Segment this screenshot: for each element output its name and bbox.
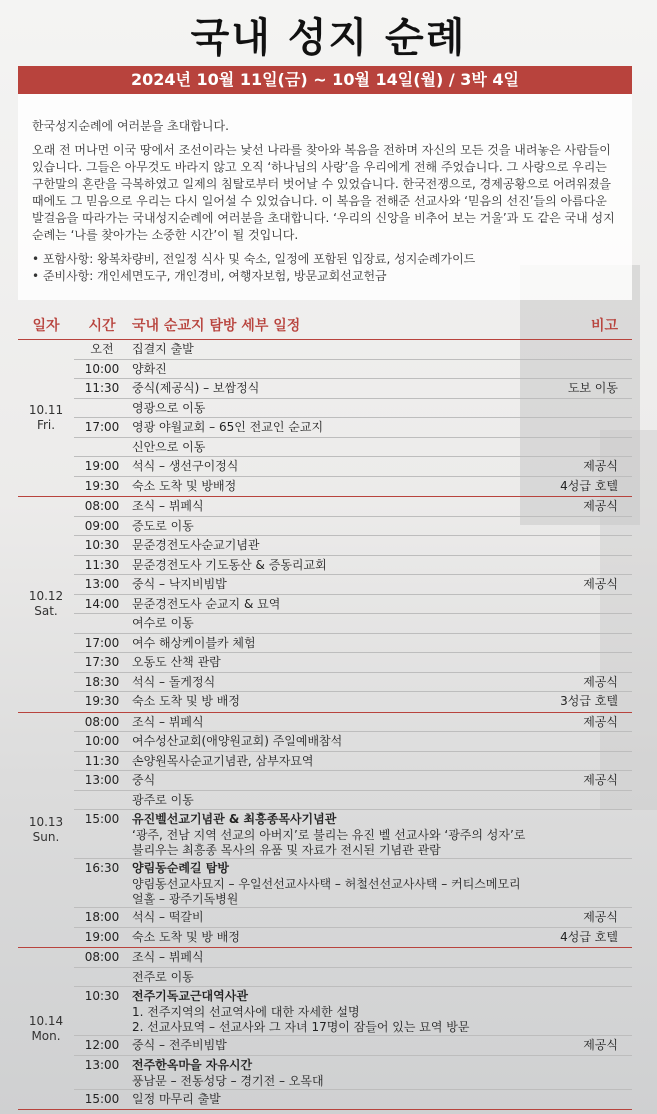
table-row [74,928,632,948]
table-row [74,517,632,537]
table-row [74,1036,632,1056]
row-note [532,810,632,858]
table-row [74,497,632,517]
row-note [532,340,632,359]
row-note [532,859,632,907]
row-time: 17:30 [84,655,120,669]
intro-section [18,94,632,300]
row-time: 19:30 [84,694,120,708]
table-row [74,1056,632,1090]
row-time: 18:00 [84,910,120,924]
day-rows [74,713,632,948]
row-note [532,634,632,653]
row-detail: ‘광주, 전남 지역 선교의 아버지’로 불리는 유진 벨 선교사와 ‘광주의 성자’로 불리우는 최흥종 목사의 유품 및 자료가 전시된 기념관 관람 [132,828,526,857]
row-time: 09:00 [84,518,120,533]
row-description: 중식 – 전주비빔밥 [132,1038,227,1052]
row-description: 손양원목사순교기념관, 삼부자묘역 [132,753,314,768]
row-description: 문준경전도사순교기념관 [132,538,260,552]
date-banner: 2024년 10월 11일(금) ~ 10월 14일(월) / 3박 4일 [18,66,632,94]
row-note [532,536,632,555]
schedule-day [18,948,632,1110]
table-row [74,477,632,497]
row-note: 제공식 [583,910,618,924]
intro-bullets [32,251,618,285]
row-description: 여수 해상케이블카 체험 [132,635,256,650]
row-note [532,1056,632,1089]
table-row [74,810,632,859]
row-description: 오동도 산책 관람 [132,655,221,669]
table-row [74,908,632,928]
row-description: 중식 – 낙지비빔밥 [132,577,227,591]
row-note: 제공식 [583,459,618,473]
row-title: 전주한옥마을 자유시간 [132,1057,253,1072]
row-note [532,732,632,751]
row-time: 11:30 [84,557,120,572]
day-rows [74,497,632,712]
row-description: 전주로 이동 [132,969,194,984]
header-time: 시간 [88,318,116,334]
preparation-items: • 준비사항: 개인세면도구, 개인경비, 여행자보험, 방문교회선교헌금 [32,269,387,283]
row-time: 18:30 [84,674,120,689]
row-time: 11:30 [84,753,120,768]
row-title: 양림동순례길 탐방 [132,861,229,875]
table-row [74,595,632,615]
row-description: 문준경전도사 순교지 & 묘역 [132,596,281,611]
schedule-day [18,497,632,713]
row-description: 증도로 이동 [132,518,194,533]
intro-body: 오래 전 머나먼 이국 땅에서 조선이라는 낯선 나라를 찾아와 복음을 전하며 자신의 모든 것을 내려놓은 사람들이 있습니다. 그들은 아무것도 바라지 않고 오직 ‘하나님의 사랑’을 우리에게 전해 주었습니다. 그 사랑으로 우리는 구한말의 혼란을 극복하였고 일제의 침탈로부터 벗어날 수 있었습니다. 한국전쟁으로, 경제공황으로 어려워졌을 때에도 그 믿음으로 우리는 다시 일어설 수 있었습니다. 이 복음을 전해준 선교사와 ‘믿음의 선진’들의 아름다운 발걸음을 따라가는 국내성지순례에 여러분을 초대합니다. ‘우리의 신앙을 비추어 보는 거울’과 도 같은 국내 성지순례는 ‘나를 찾아가는 소중한 시간’이 될 것입니다. [32,143,615,242]
row-time: 10:30 [84,989,120,1003]
day-weekday: Sun. [32,829,60,844]
day-weekday: Mon. [31,1028,61,1043]
row-time: 19:30 [84,478,120,493]
row-description [130,859,532,907]
row-time: 12:00 [84,1038,120,1052]
header-day: 일자 [32,318,60,334]
row-time: 15:00 [84,1091,120,1106]
row-description: 여수로 이동 [132,616,194,630]
schedule-table [18,312,632,1110]
row-description: 양화진 [132,361,167,376]
row-description: 조식 – 뷔페식 [132,950,204,964]
table-row [74,1090,632,1110]
table-row [74,713,632,733]
row-note [532,653,632,672]
day-rows [74,948,632,1109]
table-row [74,771,632,791]
row-description: 조식 – 뷔페식 [132,499,204,513]
table-row [74,614,632,634]
row-note: 제공식 [583,674,618,689]
row-note: 도보 이동 [567,381,618,395]
row-time: 10:00 [84,734,120,748]
table-row [74,859,632,908]
day-weekday: Sat. [34,604,58,619]
row-time: 10:00 [84,361,120,376]
table-row [74,360,632,380]
day-date: 10.13 [28,814,64,829]
table-row [74,752,632,772]
row-time [74,968,130,987]
table-row [74,399,632,419]
row-description: 숙소 도착 및 방배정 [132,478,237,493]
row-note: 4성급 호텔 [560,929,618,944]
row-time: 11:30 [84,381,120,395]
row-note: 제공식 [583,499,618,513]
row-note [532,595,632,614]
row-time: 19:00 [84,459,120,473]
row-time: 13:00 [84,1057,120,1072]
row-description: 신안으로 이동 [132,439,206,454]
header-note: 비고 [590,318,618,334]
row-time: 오전 [90,342,114,356]
row-time [74,614,130,633]
row-note [532,791,632,810]
row-note [532,517,632,536]
row-detail: 풍남문 – 전동성당 – 경기전 – 오목대 [132,1073,324,1088]
row-detail: 양림동선교사묘지 – 우일선선교사사택 – 허철선선교사사택 – 커티스메모리얼홀 – 광주기독병원 [132,877,521,906]
table-row [74,791,632,811]
row-time: 08:00 [84,714,120,729]
day-date: 10.14 [28,1013,64,1028]
day-label [18,713,74,948]
row-description: 여수성산교회(애양원교회) 주일예배참석 [132,734,343,748]
row-description: 숙소 도착 및 방 배정 [132,929,240,944]
row-note: 제공식 [583,1038,618,1052]
row-time: 14:00 [84,596,120,611]
row-time: 13:00 [84,577,120,591]
day-weekday: Fri. [36,418,56,432]
row-description: 중식 [132,773,156,787]
table-row [74,987,632,1036]
schedule-day [18,713,632,949]
row-description: 문준경전도사 기도동산 & 증동리교회 [132,557,327,572]
row-note [532,948,632,967]
table-row [74,340,632,360]
schedule-body [18,340,632,1110]
table-row [74,653,632,673]
header-desc: 국내 순교지 탐방 세부 일정 [132,318,301,334]
row-note: 제공식 [583,773,618,787]
row-note [532,1090,632,1110]
row-description: 석식 – 생선구이정식 [132,459,239,473]
table-row [74,968,632,988]
row-time: 16:30 [84,861,120,875]
row-note: 4성급 호텔 [560,478,618,493]
intro-greeting: 한국성지순례에 여러분을 초대합니다. [32,119,229,133]
row-note [532,438,632,457]
included-items: • 포함사항: 왕복차량비, 전일정 식사 및 숙소, 일정에 포함된 입장료, 성지순례가이드 [32,252,476,266]
table-row [74,732,632,752]
row-time: 10:30 [84,538,120,552]
row-note [532,360,632,379]
row-description: 광주로 이동 [132,792,194,807]
table-row [74,634,632,654]
row-note [532,987,632,1035]
row-note [532,556,632,575]
schedule-day [18,340,632,497]
row-description: 중식(제공식) – 보쌈정식 [132,381,260,395]
row-time: 17:00 [84,420,120,434]
row-time: 15:00 [84,812,120,826]
day-label [18,948,74,1109]
row-description [130,987,532,1035]
table-row [74,438,632,458]
row-note: 제공식 [583,577,618,591]
table-row [74,418,632,438]
day-label [18,340,74,496]
row-time [74,399,130,418]
row-description: 숙소 도착 및 방 배정 [132,694,240,708]
table-row [74,575,632,595]
row-note [532,752,632,771]
table-row [74,536,632,556]
day-label [18,497,74,712]
row-note [532,418,632,437]
row-time: 08:00 [84,950,120,964]
row-note [532,399,632,418]
row-time: 13:00 [84,773,120,787]
row-description: 조식 – 뷔페식 [132,714,204,729]
table-row [74,457,632,477]
row-description: 영광으로 이동 [132,400,206,415]
row-description: 영광 야월교회 – 65인 전교인 순교지 [132,420,324,434]
day-date: 10.12 [28,589,64,604]
table-row [74,673,632,693]
row-title: 유진벨선교기념관 & 최흥종목사기념관 [132,812,337,826]
row-description: 집결지 출발 [132,342,194,356]
row-description: 석식 – 떡갈비 [132,910,204,924]
row-note [532,968,632,987]
schedule-header [18,312,632,340]
table-row [74,948,632,968]
table-row [74,379,632,399]
row-description [130,1056,532,1089]
table-row [74,692,632,712]
row-description: 석식 – 돌게정식 [132,674,216,689]
table-row [74,556,632,576]
row-time: 08:00 [84,499,120,513]
row-time: 19:00 [84,929,120,944]
row-title: 전주기독교근대역사관 [132,989,248,1003]
day-rows [74,340,632,496]
row-time: 17:00 [84,635,120,650]
row-note: 3성급 호텔 [560,694,618,708]
row-time [74,791,130,810]
day-date: 10.11 [28,403,64,417]
row-description: 일정 마무리 출발 [132,1091,221,1106]
row-description [130,810,532,858]
row-time [74,438,130,457]
row-detail: 1. 전주지역의 선교역사에 대한 자세한 설명 2. 선교사묘역 – 선교사와 그 자녀 17명이 잠들어 있는 묘역 방문 [132,1005,470,1034]
row-note: 제공식 [583,714,618,729]
row-note [532,614,632,633]
page-title: 국내 성지 순례 [190,15,467,61]
